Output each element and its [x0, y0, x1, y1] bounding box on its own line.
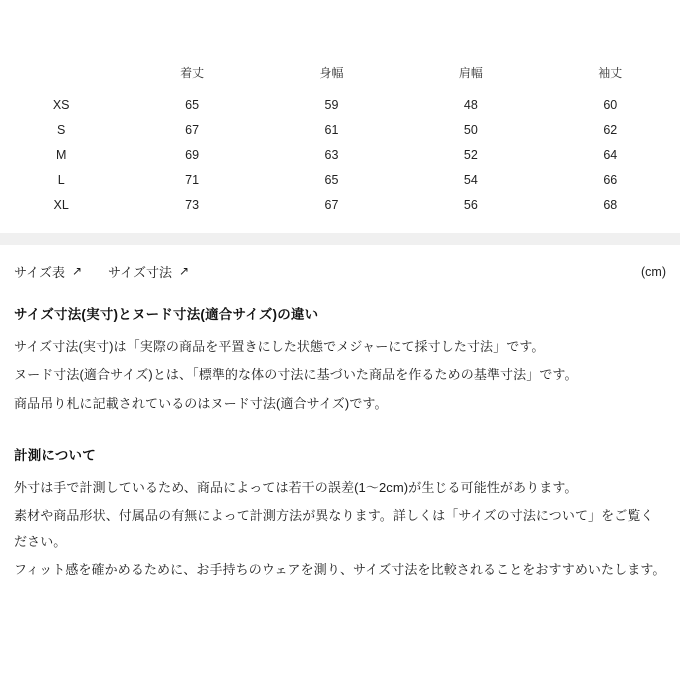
cell-width: 67: [324, 197, 339, 212]
cell-width: 59: [324, 97, 339, 112]
cell-sleeve: 68: [603, 197, 618, 212]
row-size-label: M: [55, 147, 67, 162]
row-size-label: L: [57, 172, 65, 187]
cell-sleeve: 62: [603, 122, 618, 137]
cell-shoulder: 48: [463, 97, 478, 112]
size-links-row: [0, 245, 680, 281]
table-row: [0, 167, 680, 192]
cell-width: 65: [324, 172, 339, 187]
cell-shoulder: 54: [463, 172, 478, 187]
external-link-arrow-icon: ↗: [179, 263, 190, 278]
unit-note: (cm): [641, 264, 666, 279]
section-title-measurement-difference: サイズ寸法(実寸)とヌード寸法(適合サイズ)の違い: [14, 307, 319, 322]
cell-sleeve: 66: [603, 172, 618, 187]
section-title-about-measuring: 計測について: [14, 448, 96, 464]
table-corner-header: [0, 56, 122, 92]
explanation-content: [0, 281, 680, 582]
link-size-measurements-label: サイズ寸法: [108, 265, 172, 280]
row-size-label: XS: [52, 97, 70, 112]
section-divider: [0, 233, 680, 245]
cell-sleeve: 60: [603, 97, 618, 112]
cell-length: 73: [185, 197, 200, 212]
paragraph-tolerance: 外寸は手で計測しているため、商品によっては若干の誤差(1〜2cm)が生じる可能性があります。: [14, 480, 578, 496]
cell-length: 67: [185, 122, 200, 137]
paragraph-actual-measurement: サイズ寸法(実寸)は「実際の商品を平置きにした状態でメジャーにて採寸した寸法」です。: [14, 339, 545, 354]
size-table: [0, 56, 680, 217]
cell-sleeve: 64: [603, 147, 618, 162]
external-link-arrow-icon: ↗: [71, 263, 83, 278]
column-header-shoulder: 肩幅: [458, 65, 483, 80]
table-row: [0, 117, 680, 142]
column-header-sleeve: 袖丈: [598, 65, 623, 80]
cell-length: 71: [185, 172, 200, 187]
size-table-section: [0, 0, 680, 245]
link-size-measurements[interactable]: [108, 262, 189, 281]
paragraph-fit-recommendation: フィット感を確かめるために、お手持ちのウェアを測り、サイズ寸法を比較されることをおすすめいたします。: [14, 562, 666, 578]
column-header-length: 着丈: [180, 65, 205, 80]
table-header-row: [0, 56, 680, 92]
cell-shoulder: 56: [463, 197, 478, 212]
paragraph-nude-measurement: ヌード寸法(適合サイズ)とは、「標準的な体の寸法に基づいた商品を作るための基準寸法」です。: [14, 367, 578, 383]
table-row: [0, 92, 680, 117]
row-size-label: XL: [53, 197, 69, 212]
cell-width: 61: [324, 122, 339, 137]
link-size-chart-label: サイズ表: [14, 265, 65, 280]
column-header-width: 身幅: [319, 65, 344, 80]
cell-length: 69: [185, 147, 200, 162]
row-size-label: S: [57, 122, 66, 137]
size-table-head: [0, 56, 680, 92]
table-row: [0, 192, 680, 217]
paragraph-hangtag-note: 商品吊り札に記載されているのはヌード寸法(適合サイズ)です。: [14, 395, 388, 411]
cell-shoulder: 52: [463, 147, 478, 162]
link-size-chart[interactable]: [14, 262, 82, 281]
cell-shoulder: 50: [463, 122, 478, 137]
size-table-body: [0, 92, 680, 217]
cell-width: 63: [324, 147, 339, 162]
cell-length: 65: [185, 97, 200, 112]
table-row: [0, 142, 680, 167]
paragraph-method-varies: 素材や商品形状、付属品の有無によって計測方法が異なります。詳しくは「サイズの寸法について」をご覧ください。: [14, 508, 654, 549]
